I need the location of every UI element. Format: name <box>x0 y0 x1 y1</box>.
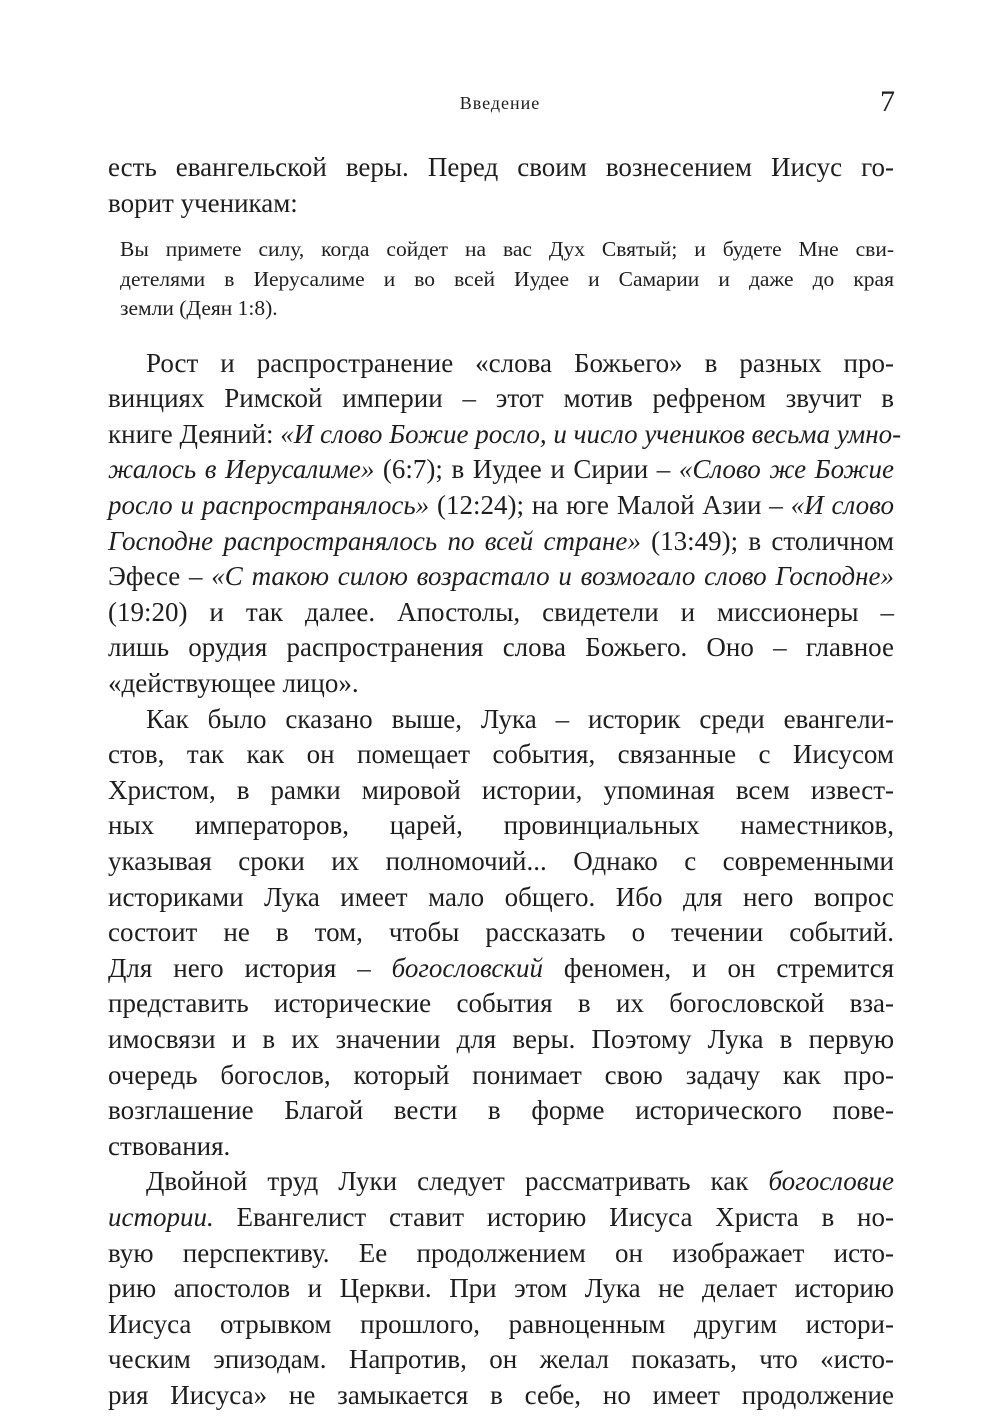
text-line <box>108 417 902 453</box>
text-line <box>108 1164 894 1200</box>
scripture-quote <box>108 235 894 324</box>
italic-citation: росло и распространялось» <box>108 490 430 521</box>
quote-line: детелями в Иерусалиме и во всей Иудее и Самарии и даже до края <box>120 266 894 291</box>
text-run: феномен, и он стремится <box>542 952 894 983</box>
text-line: ческим эпизодам. Напротив, он желал показать, что «исто- <box>108 1344 894 1375</box>
paragraph-theology-of-history <box>108 1164 894 1413</box>
text-run: (13:49); в столичном <box>640 525 895 556</box>
text-line: ворит ученикам: <box>108 187 298 218</box>
text-line <box>108 452 894 488</box>
text-run: (12:24); на юге Малой Азии – <box>429 490 791 521</box>
text-run: Евангелист ставит историю Иисуса Христа в но- <box>213 1201 894 1232</box>
text-line: ствования. <box>108 1130 231 1161</box>
text-line: историками Лука имеет мало общего. Ибо для него вопрос <box>108 881 894 912</box>
italic-citation: жалось в Иерусалиме» <box>108 454 375 485</box>
italic-citation: «И слово Божие росло, и число учеников весьма умно- <box>280 418 902 449</box>
italic-citation: «С такою силою возрастало и возмогало слово Господне» <box>211 561 894 592</box>
italic-term: богословский <box>391 952 543 983</box>
text-line: рия Иисуса» не замыкается в себе, но имеет продолжение <box>108 1379 894 1410</box>
text-line: имосвязи и в их значении для веры. Поэтому Лука в первую <box>108 1023 894 1054</box>
text-line: Как было сказано выше, Лука – историк среди евангели- <box>146 703 894 734</box>
text-line: ных императоров, царей, провинциальных наместников, <box>108 810 894 841</box>
text-line: Рост и распространение «слова Божьего» в разных про- <box>146 347 894 378</box>
paragraph-luke-historian <box>108 702 894 1165</box>
quote-line: земли (Деян 1:8). <box>120 296 278 321</box>
quote-line: Вы примете силу, когда сойдет на вас Дух Святый; и будете Мне сви- <box>120 237 894 262</box>
text-line: представить исторические события в их богословской вза- <box>108 988 894 1019</box>
text-line <box>108 559 894 595</box>
italic-term: истории. <box>108 1201 214 1232</box>
text-line: очередь богослов, который понимает свою задачу как про- <box>108 1059 894 1090</box>
text-line: возглашение Благой вести в форме исторического пове- <box>108 1095 894 1126</box>
text-line: вую перспективу. Ее продолжением он изображает исто- <box>108 1237 894 1268</box>
text-line <box>108 1200 894 1236</box>
text-line: винциях Римской империи – этот мотив рефреном звучит в <box>108 383 894 414</box>
text-line <box>108 524 894 560</box>
section-title: Введение <box>459 93 541 113</box>
running-header <box>0 85 1000 121</box>
italic-term: богословие <box>768 1166 894 1197</box>
text-line: (19:20) и так далее. Апостолы, свидетели и миссионеры – <box>108 596 894 627</box>
text-run: Эфесе – <box>108 561 212 592</box>
text-line: лишь орудия распространения слова Божьего. Оно – главное <box>108 632 894 663</box>
text-run: Для него история – <box>108 952 392 983</box>
page-number: 7 <box>880 85 895 118</box>
text-line: рию апостолов и Церкви. При этом Лука не делает историю <box>108 1273 894 1304</box>
text-run: Двойной труд Луки следует рассматривать как <box>146 1166 769 1197</box>
text-line: состоит не в том, чтобы рассказать о течении событий. <box>108 917 894 948</box>
text-line: Христом, в рамки мировой истории, упоминая всем извест- <box>108 774 894 805</box>
text-line <box>108 488 894 524</box>
text-line: стов, так как он помещает события, связанные с Иисусом <box>108 739 894 770</box>
text-line: Иисуса отрывком прошлого, равноценным другим истори- <box>108 1308 894 1339</box>
text-line <box>108 951 894 987</box>
text-line: указывая сроки их полномочий... Однако с современными <box>108 846 894 876</box>
text-line: «действующее лицо». <box>108 668 359 699</box>
intro-paragraph <box>108 150 894 221</box>
text-run: (6:7); в Иудее и Сирии – <box>374 454 679 485</box>
italic-citation: «И слово <box>790 490 895 521</box>
paragraph-growth-of-word <box>108 346 902 702</box>
italic-citation: «Слово же Божие <box>678 454 894 485</box>
text-run: книге Деяний: <box>108 418 281 449</box>
text-line: есть евангельской веры. Перед своим вознесением Иисус го- <box>108 152 894 182</box>
page-text <box>108 150 902 1414</box>
italic-citation: Господне распространялось по всей стране» <box>108 525 641 556</box>
